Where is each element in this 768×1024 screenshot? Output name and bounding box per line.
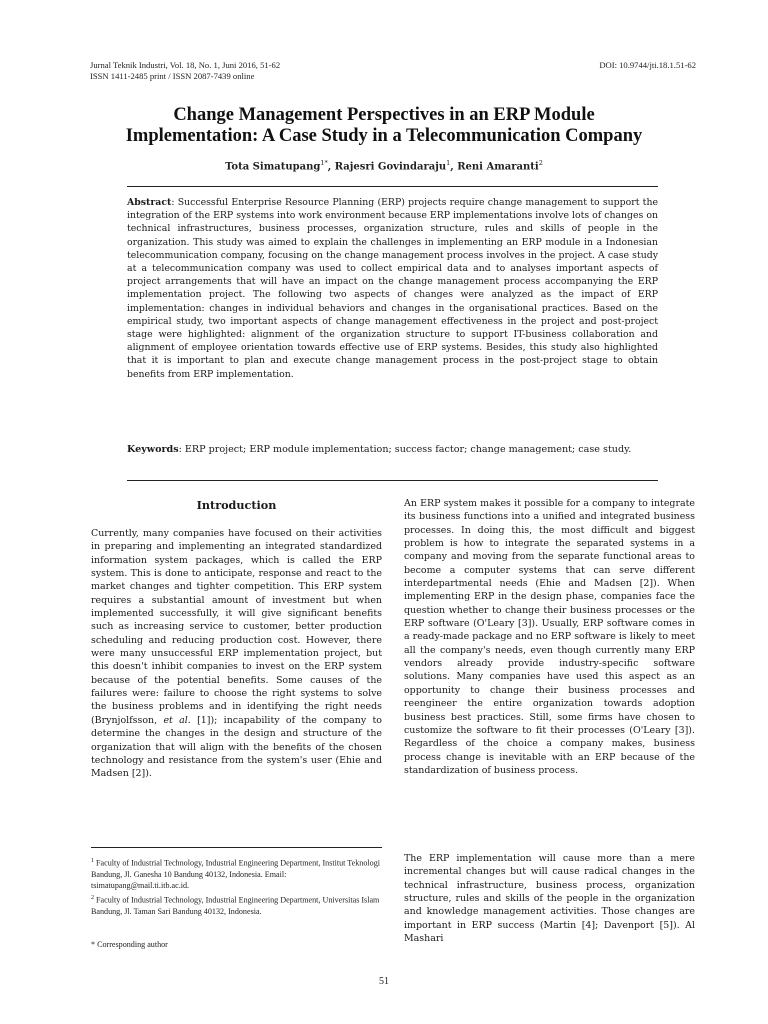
author-3: , Reni Amaranti bbox=[450, 161, 539, 173]
author-2: , Rajesri Govindaraju bbox=[327, 161, 447, 173]
journal-line: Jurnal Teknik Industri, Vol. 18, No. 1, Juni 2016, 51-62 bbox=[90, 60, 281, 70]
title-line-2: Implementation: A Case Study in a Telecommunication Company bbox=[125, 126, 643, 146]
page-number: 51 bbox=[379, 976, 389, 987]
left-column-paragraph bbox=[91, 527, 382, 781]
footnote-1-text: Faculty of Industrial Technology, Industrial Engineering Department, Institut Teknologi Bandung, Jl. Ganesha 10 Bandung 40132, Indonesia. Email: tsimatupang@mail.ti.itb.ac.id. bbox=[91, 858, 380, 891]
abstract bbox=[127, 196, 658, 381]
issn-line: ISSN 1411-2485 print / ISSN 2087-7439 online bbox=[90, 71, 255, 81]
abstract-bottom-rule bbox=[127, 480, 658, 481]
footnote-1 bbox=[91, 856, 382, 891]
author-1: Tota Simatupang bbox=[225, 161, 321, 173]
journal-citation bbox=[90, 60, 280, 82]
right-column-paragraph-1: An ERP system makes it possible for a company to integrate its business functions into a unified and integrated business processes. In doing this, the most difficult and biggest problem is how to integrate the separated systems in a company and moving from the separate functional areas to become a computer systems that can serve different interdepartmental needs (Ehie and Madsen [2]). When implementing ERP in the design phase, companies face the question whether to change their business processes or the ERP software (O'Leary [3]). Usually, ERP software comes in a ready-made package and no ERP software is likely to meet all the company's needs, even though currently many ERP vendors already provide industry-specific software solutions. Many companies have used this aspect as an opportunity to change their business processes and reengineer the entire organization towards adoption business best practices. Still, some firms have chosen to customize the software to fit their processes (O'Leary [3]). Regardless of the choice a company makes, business process change is inevitable with an ERP because of the standardization of business process. bbox=[404, 498, 695, 776]
intro-para-1-etal: et al. bbox=[163, 714, 191, 726]
footnote-2-marker: 2 bbox=[91, 895, 94, 901]
abstract-text: : Successful Enterprise Resource Planning (ERP) projects require change management to support the integration of the ERP systems into work environment because ERP implementations involve lots of changes on technical infrastructures, business processes, organization structure, rules and skills of people in the organization. This study was aimed to explain the challenges in implementing an ERP module in a Indonesian telecommunication company, focusing on the change management process involves in the project. A case study at a telecommunication company was used to collect empirical data and to analyses important aspects of project arrangements that will have an impact on the change management process accompanying the ERP implementation project. The following two aspects of changes were analyzed as the impact of ERP implementation: changes in individual behaviors and changes in the organisational practices. Based on the empirical study, two important aspects of change management effectiveness in the project and post-project stage were highlighted: alignment of the organization structure to support IT-business collaboration and alignment of employee orientation towards effective use of ERP systems. Besides, this study also highlighted that it is important to plan and execute change management process in the post-project stage to obtain benefits from ERP implementation. bbox=[127, 197, 658, 380]
author-3-affil: 2 bbox=[538, 159, 543, 167]
footnote-2-text: Faculty of Industrial Technology, Industrial Engineering Department, Universitas Islam Bandung, Jl. Taman Sari Bandung 40132, Indonesia. bbox=[91, 895, 380, 916]
footnote-2 bbox=[91, 893, 382, 917]
abstract-label: Abstract bbox=[127, 197, 172, 208]
right-column-paragraph-2: The ERP implementation will cause more than a mere incremental changes but will cause radical changes in the technical infrastructure, business process, organization structure, rules and skills of the people in the organization and knowledge management activities. Those changes are important in ERP success (Martin [4]; Davenport [5]). Al Mashari bbox=[404, 853, 695, 945]
footnote-corresponding: * Corresponding author bbox=[91, 940, 168, 949]
intro-para-1b: [1]); incapability of the company to determine the changes in the design and structure of the organization that will align with the benefits of the chosen technology and resistance from the system's user (Ehie and Madsen [2]). bbox=[91, 714, 382, 780]
doi: DOI: 10.9744/jti.18.1.51-62 bbox=[599, 60, 696, 70]
footnote-1-marker: 1 bbox=[91, 858, 94, 864]
keywords-label: Keywords bbox=[127, 444, 179, 455]
paper-title bbox=[60, 105, 708, 147]
author-1-affil: 1* bbox=[320, 159, 328, 167]
intro-para-1a: Currently, many companies have focused on their activities in preparing and implementing an integrated standardized information system packages, which is called the ERP system. This is done to anticipate, response and react to the market changes and tighter competition. This ERP system requires a substantial amount of investment but when implemented successfully, it will give significant benefits such as increasing service to customer, better production scheduling and reducing production cost. However, there were many unsuccessful ERP implementation project, but this doesn't inhibit companies to invest on the ERP system because of the potential benefits. Some causes of the failures were: failure to choose the right systems to solve the business problems and in identifying the right needs (Brynjolfsson, bbox=[91, 528, 382, 726]
keywords bbox=[127, 443, 658, 457]
footnote-rule bbox=[91, 847, 382, 848]
running-header bbox=[90, 60, 696, 82]
abstract-top-rule bbox=[127, 186, 658, 187]
keywords-text: : ERP project; ERP module implementation; success factor; change management; case study. bbox=[178, 444, 632, 455]
author-2-affil: 1 bbox=[446, 159, 451, 167]
author-list bbox=[60, 159, 708, 172]
title-line-1: Change Management Perspectives in an ERP Module bbox=[173, 105, 595, 125]
section-heading-introduction: Introduction bbox=[196, 498, 277, 512]
